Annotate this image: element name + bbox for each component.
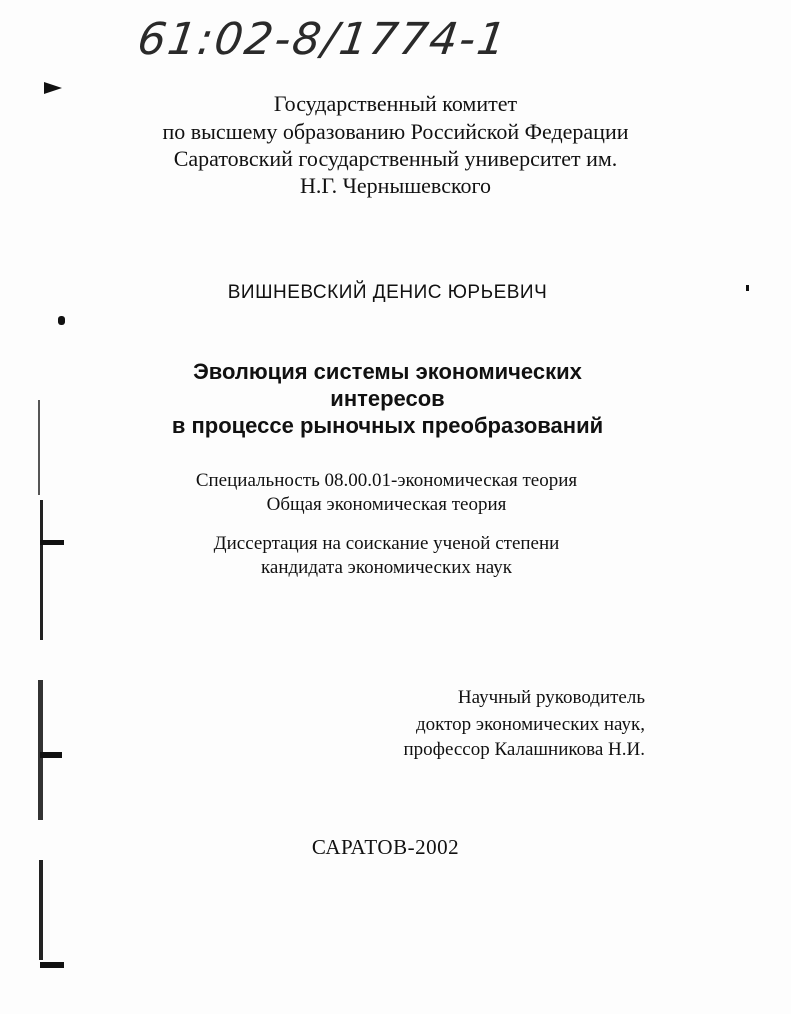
title-line-3: в процессе рыночных преобразований	[171, 413, 604, 438]
scan-artifact-tick-2	[40, 752, 62, 758]
advisor-line-3: профессор Калашникова Н.И.	[403, 739, 645, 760]
scan-artifact-line-4	[39, 860, 43, 960]
archive-number: 61:02-8/1774-1	[134, 14, 511, 65]
dissertation-line-1: Диссертация на соискание ученой степени	[213, 533, 560, 554]
title-line-2: интересов	[330, 386, 445, 411]
org-line-4: Н.Г. Чернышевского	[299, 173, 492, 198]
advisor-line-2: доктор экономических наук,	[415, 714, 645, 735]
scan-artifact-tick-3	[40, 962, 64, 968]
specialty-line-1: Специальность 08.00.01-экономическая теория	[195, 470, 578, 491]
title-line-1: Эволюция системы экономических	[193, 359, 582, 384]
org-line-2: по высшему образованию Российской Федерации	[162, 119, 629, 144]
author-name: ВИШНЕВСКИЙ ДЕНИС ЮРЬЕВИЧ	[227, 282, 548, 303]
org-line-1: Государственный комитет	[273, 91, 518, 116]
scan-artifact-dot	[58, 316, 65, 325]
city-year: САРАТОВ-2002	[311, 835, 460, 859]
scan-artifact-line-3	[38, 680, 43, 820]
specialty-line-2: Общая экономическая теория	[266, 494, 507, 515]
org-line-3: Саратовский государственный университет им.	[173, 146, 618, 171]
advisor-line-1: Научный руководитель	[457, 687, 645, 708]
dissertation-line-2: кандидата экономических наук	[260, 557, 513, 578]
